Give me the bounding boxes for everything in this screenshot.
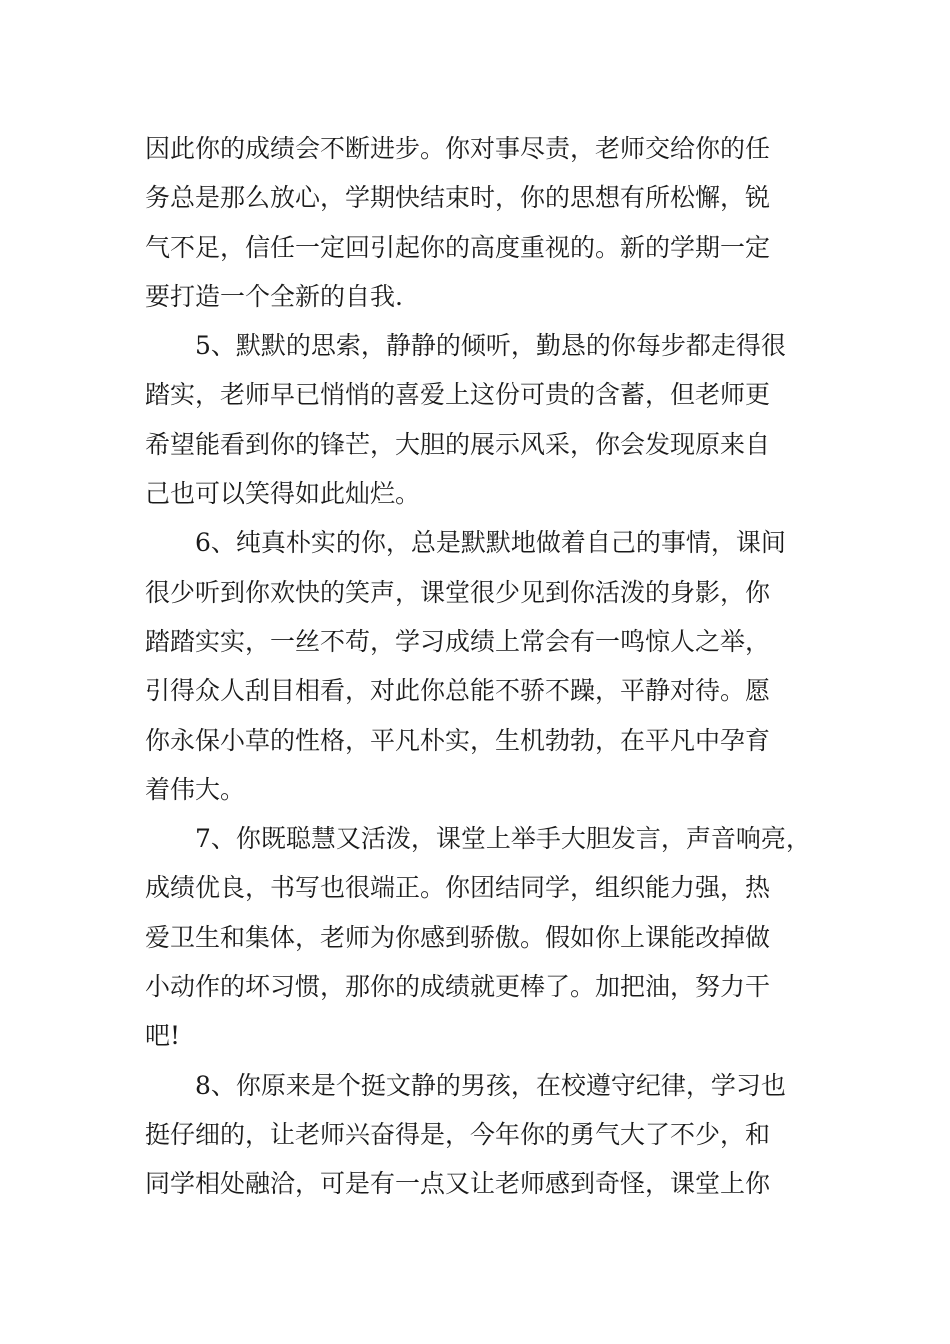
text-line: 踏实，老师早已悄悄的喜爱上这份可贵的含蓄，但老师更 bbox=[145, 380, 771, 410]
text-line: 你永保小草的性格，平凡朴实，生机勃勃，在平凡中孕育 bbox=[145, 725, 771, 755]
paragraph-start-line: 6、纯真朴实的你，总是默默地做着自己的事情，课间 bbox=[195, 528, 786, 558]
text-line: 同学相处融洽，可是有一点又让老师感到奇怪，课堂上你 bbox=[145, 1169, 771, 1199]
text-line: 吧! bbox=[145, 1021, 181, 1051]
text-line: 很少听到你欢快的笑声，课堂很少见到你活泼的身影，你 bbox=[145, 577, 771, 607]
text-line: 引得众人刮目相看，对此你总能不骄不躁，平静对待。愿 bbox=[145, 676, 771, 706]
text-line: 爱卫生和集体，老师为你感到骄傲。假如你上课能改掉做 bbox=[145, 922, 771, 952]
text-line: 希望能看到你的锋芒，大胆的展示风采，你会发现原来自 bbox=[145, 429, 771, 459]
text-line: 踏踏实实，一丝不苟，学习成绩上常会有一鸣惊人之举， bbox=[145, 626, 771, 656]
text-line: 挺仔细的，让老师兴奋得是，今年你的勇气大了不少，和 bbox=[145, 1119, 771, 1149]
text-line: 小动作的坏习惯，那你的成绩就更棒了。加把油，努力干 bbox=[145, 972, 771, 1002]
text-line: 气不足，信任一定回引起你的高度重视的。新的学期一定 bbox=[145, 232, 771, 262]
paragraph-start-line: 8、你原来是个挺文静的男孩，在校遵守纪律，学习也 bbox=[195, 1070, 786, 1100]
document-body bbox=[145, 124, 810, 1209]
text-line: 务总是那么放心，学期快结束时，你的思想有所松懈，锐 bbox=[145, 183, 771, 213]
text-line: 己也可以笑得如此灿烂。 bbox=[145, 479, 421, 509]
paragraph-start-line: 7、你既聪慧又活泼，课堂上举手大胆发言，声音响亮， bbox=[195, 824, 811, 854]
text-line: 成绩优良，书写也很端正。你团结同学，组织能力强，热 bbox=[145, 873, 771, 903]
text-line: 因此你的成绩会不断进步。你对事尽责，老师交给你的任 bbox=[145, 134, 771, 163]
paragraph-start-line: 5、默默的思索，静静的倾听，勤恳的你每步都走得很 bbox=[195, 331, 786, 361]
text-line: 要打造一个全新的自我. bbox=[145, 281, 403, 311]
text-line: 着伟大。 bbox=[145, 774, 246, 804]
